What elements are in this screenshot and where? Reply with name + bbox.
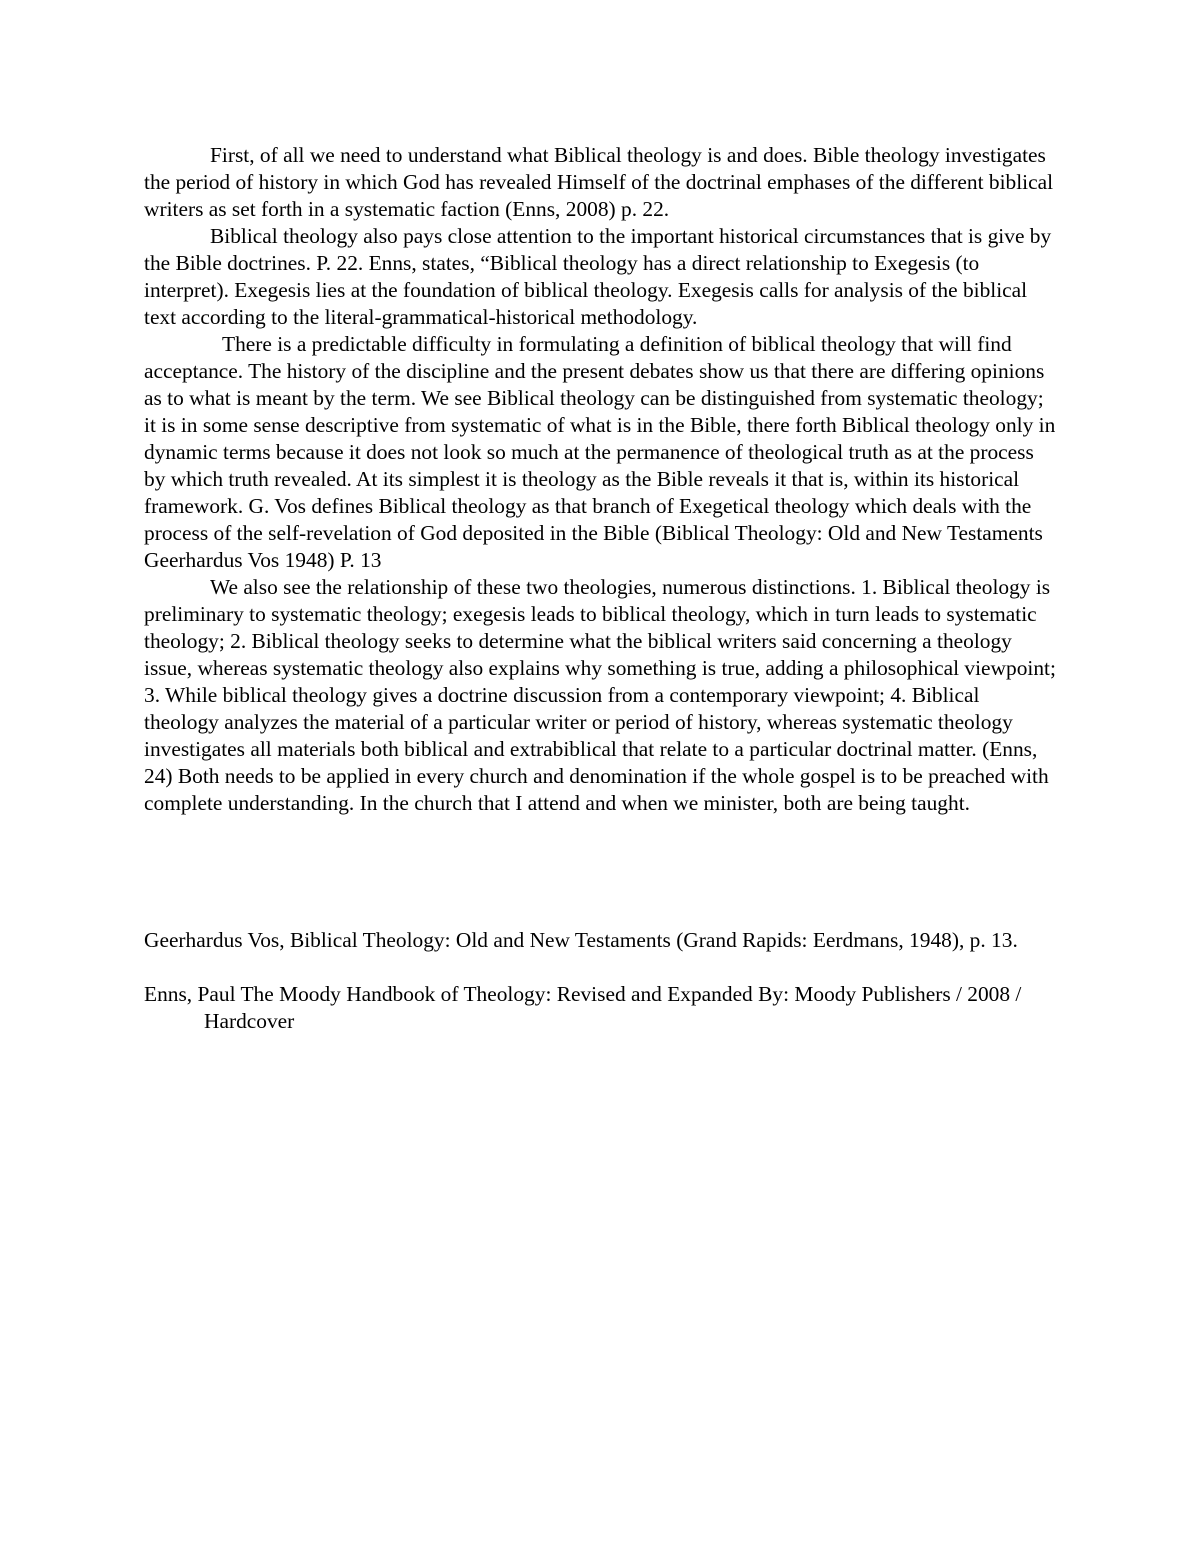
paragraph-1: First, of all we need to understand what Biblical theology is and does. Bible theology investigates the period of history in which God has revealed Himself of the doctrinal emphases of the different biblical writers as set forth in a systematic faction (Enns, 2008) p. 22.: [144, 143, 1054, 221]
reference-entry-vos: Geerhardus Vos, Biblical Theology: Old and New Testaments (Grand Rapids: Eerdmans, 1948), p. 13.: [144, 928, 1018, 952]
paragraph-3: There is a predictable difficulty in formulating a definition of biblical theology that will find acceptance. The history of the discipline and the present debates show us that there are differing opinions as to what is meant by the term. We see Biblical theology can be distinguished from systematic theology; it is in some sense descriptive from systematic of what is in the Bible, there forth Biblical theology only in dynamic terms because it does not look so much at the permanence of theological truth as at the process by which truth revealed. At its simplest it is theology as the Bible reveals it that is, within its historical framework. G. Vos defines Biblical theology as that branch of Exegetical theology which deals with the process of the self-revelation of God deposited in the Bible (Biblical Theology: Old and New Testaments Geerhardus Vos 1948) P. 13: [144, 332, 1056, 572]
document-body: [144, 142, 1056, 817]
paragraph-2: Biblical theology also pays close attention to the important historical circumstances that is give by the Bible doctrines. P. 22. Enns, states, “Biblical theology has a direct relationship to Exegesis (to interpret). Exegesis lies at the foundation of biblical theology. Exegesis calls for analysis of the biblical text according to the literal-grammatical-historical methodology.: [144, 224, 1052, 329]
reference-list: [144, 927, 1056, 1062]
paragraph-4: We also see the relationship of these two theologies, numerous distinctions. 1. Biblical theology is preliminary to systematic theology; exegesis leads to biblical theology, which in turn leads to systematic theology; 2. Biblical theology seeks to determine what the biblical writers said concerning a theology issue, whereas systematic theology also explains why something is true, adding a philosophical viewpoint; 3. While biblical theology gives a doctrine discussion from a contemporary viewpoint; 4. Biblical theology analyzes the material of a particular writer or period of history, whereas systematic theology investigates all materials both biblical and extrabiblical that relate to a particular doctrinal matter. (Enns, 24) Both needs to be applied in every church and denomination if the whole gospel is to be preached with complete understanding. In the church that I attend and when we minister, both are being taught.: [144, 575, 1056, 815]
reference-entry-enns: Enns, Paul The Moody Handbook of Theology: Revised and Expanded By: Moody Publishers / 2008 / Hardcover: [144, 982, 1022, 1033]
